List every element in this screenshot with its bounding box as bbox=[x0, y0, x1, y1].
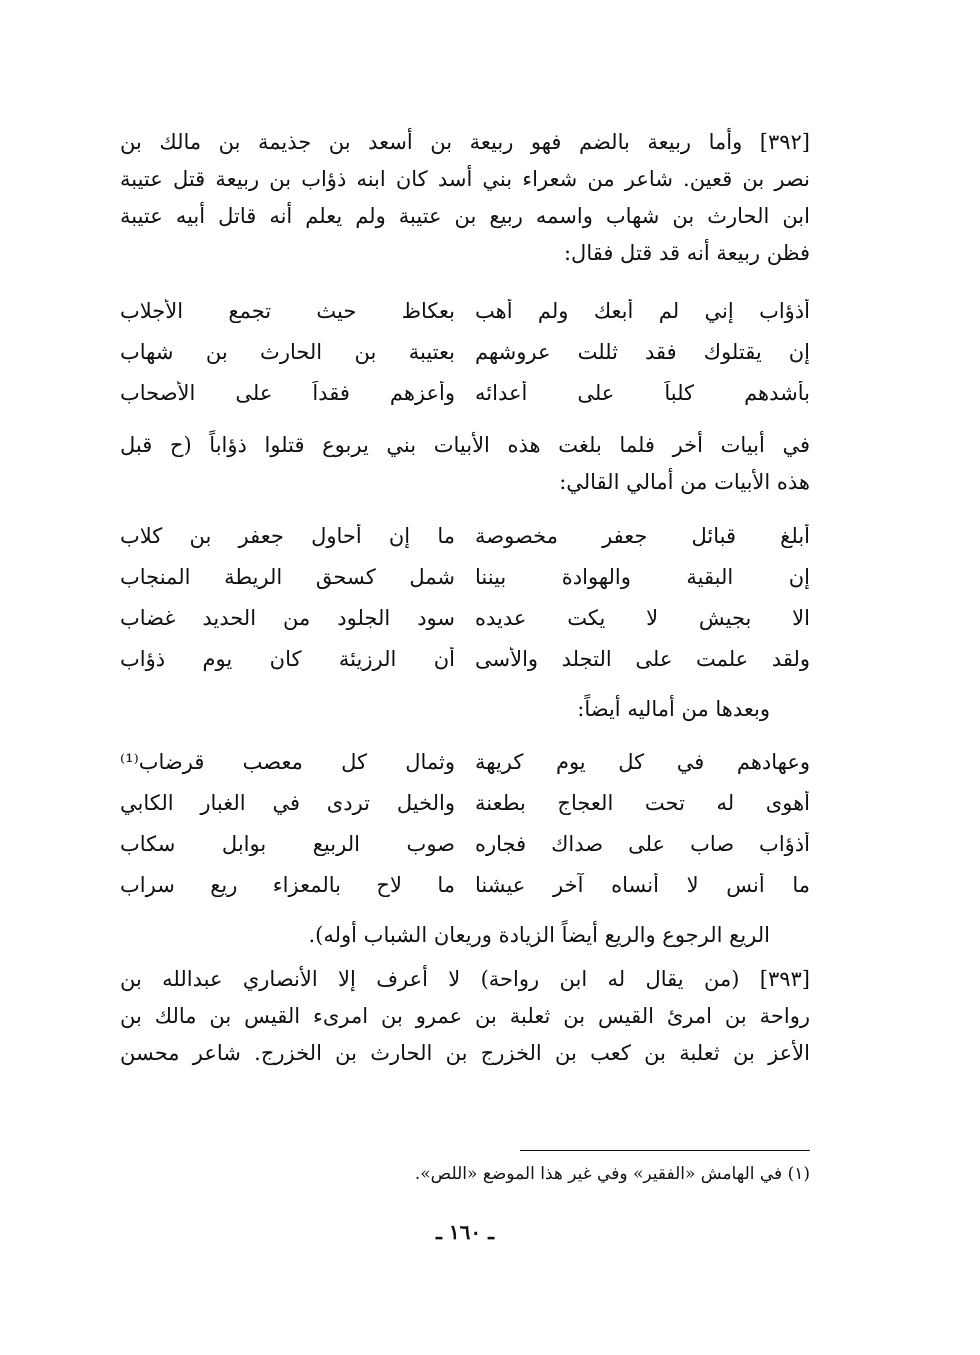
verse-first-half: أهوى له تحت العجاج بطعنة bbox=[475, 790, 810, 815]
verse bbox=[120, 290, 810, 331]
text-line: نصر بن قعين. شاعر من شعراء بني أسد كان ابنه ذؤاب بن ربيعة قتل عتيبة bbox=[120, 167, 810, 191]
text-line: رواحة بن امرئ القيس بن ثعلبة بن عمرو بن امرىء القيس بن مالك بن bbox=[120, 1004, 810, 1028]
verse bbox=[120, 372, 810, 413]
verse bbox=[120, 864, 810, 905]
book-page bbox=[120, 120, 810, 1260]
verse-second-half: ما لاح بالمعزاء ريع سراب bbox=[120, 872, 455, 897]
verse-second-half: وثمال كل معصب قرضاب⁽¹⁾ bbox=[120, 749, 455, 774]
poem-1 bbox=[120, 290, 810, 413]
text-line: هذه الأبيات من أمالي القالي: bbox=[559, 470, 810, 494]
footnote: (١) في الهامش «الفقير» وفي غير هذا الموضع «اللص». bbox=[414, 1164, 810, 1184]
poem-3 bbox=[120, 741, 810, 905]
verse bbox=[120, 741, 810, 782]
verse-second-half: بعكاظ حيث تجمع الأجلاب bbox=[120, 298, 455, 323]
verse-second-half: أن الرزيئة كان يوم ذؤاب bbox=[120, 646, 455, 671]
paragraph-continued bbox=[120, 427, 810, 501]
verse-second-half: ما إن أحاول جعفر بن كلاب bbox=[120, 523, 455, 548]
verse-first-half: بأشدهم كلباً على أعدائه bbox=[475, 380, 810, 405]
verse bbox=[120, 597, 810, 638]
verse-second-half: سود الجلود من الحديد غضاب bbox=[120, 605, 455, 630]
verse-second-half: شمل كسحق الريطة المنجاب bbox=[120, 564, 455, 589]
page-number: ـ ١٦٠ ـ bbox=[436, 1220, 494, 1244]
verse-second-half: بعتيبة بن الحارث بن شهاب bbox=[120, 339, 455, 364]
verse-first-half: ولقد علمت على التجلد والأسى bbox=[475, 646, 810, 671]
verse-first-half: أذؤاب إني لم أبعك ولم أهب bbox=[475, 298, 810, 323]
verse-second-half: صوب الربيع بوابل سكاب bbox=[120, 831, 455, 856]
paragraph-393 bbox=[120, 961, 810, 1072]
text-line: في أبيات أخر فلما بلغت هذه الأبيات بني يربوع قتلوا ذؤاباً (ح قبل bbox=[120, 433, 810, 457]
verse-first-half: الا بجيش لا يكت عديده bbox=[475, 605, 810, 630]
paragraph-392 bbox=[120, 124, 810, 272]
verse bbox=[120, 638, 810, 679]
text-line: [٣٩٢] وأما ربيعة بالضم فهو ربيعة بن أسعد بن جذيمة بن مالك بن bbox=[120, 130, 810, 154]
gloss-note: الريع الرجوع والريع أيضاً الزيادة وريعان الشباب أوله). bbox=[308, 923, 770, 947]
text-line: [٣٩٣] (من يقال له ابن رواحة) لا أعرف إلا الأنصاري عبدالله بن bbox=[120, 967, 810, 991]
verse-first-half: إن يقتلوك فقد ثللت عروشهم bbox=[475, 339, 810, 364]
poem-2 bbox=[120, 515, 810, 679]
footnote-rule bbox=[520, 1150, 810, 1151]
verse-second-half: والخيل تردى في الغبار الكابي bbox=[120, 790, 455, 815]
text-line: ابن الحارث بن شهاب واسمه ربيع بن عتيبة ولم يعلم أنه قاتل أبيه عتيبة bbox=[120, 204, 810, 228]
verse-first-half: إن البقية والهوادة بيننا bbox=[475, 564, 810, 589]
verse bbox=[120, 782, 810, 823]
verse-first-half: وعهادهم في كل يوم كريهة bbox=[475, 749, 810, 774]
verse-first-half: أذؤاب صاب على صداك فجاره bbox=[475, 831, 810, 856]
verse-first-half: أبلغ قبائل جعفر مخصوصة bbox=[475, 523, 810, 548]
verse-first-half: ما أنس لا أنساه آخر عيشنا bbox=[475, 872, 810, 897]
text-line: الأعز بن ثعلبة بن كعب بن الخزرج بن الحارث بن الخزرج. شاعر محسن bbox=[120, 1041, 810, 1065]
text-line: فظن ربيعة أنه قد قتل فقال: bbox=[563, 241, 810, 265]
poem-note: وبعدها من أماليه أيضاً: bbox=[577, 697, 770, 721]
verse bbox=[120, 556, 810, 597]
verse bbox=[120, 331, 810, 372]
verse bbox=[120, 515, 810, 556]
verse bbox=[120, 823, 810, 864]
verse-second-half: وأعزهم فقداً على الأصحاب bbox=[120, 380, 455, 405]
